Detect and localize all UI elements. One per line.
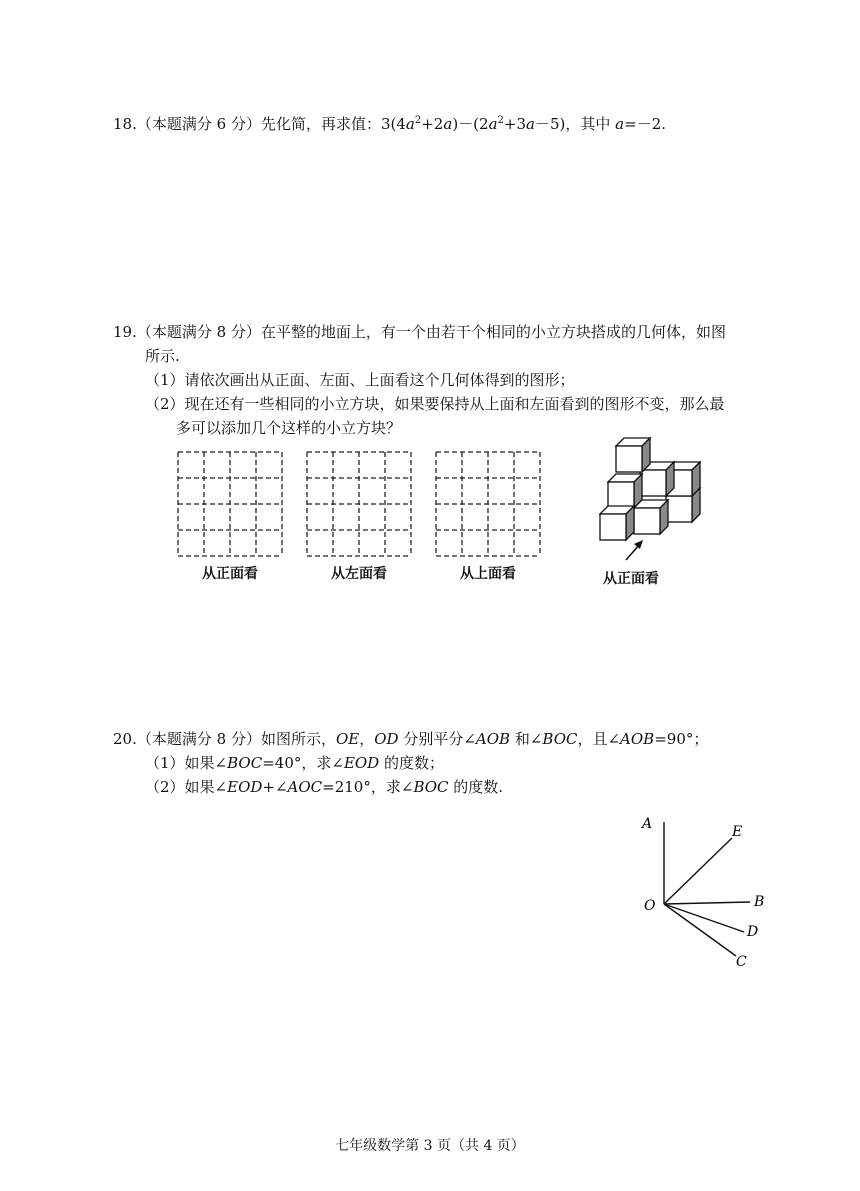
q20-line1: 20.（本题满分 8 分）如图所示，OE，OD 分别平分∠AOB 和∠BOC，且∠AOB=90°；: [113, 730, 709, 748]
point-label-D: D: [747, 924, 759, 940]
point-label-C: C: [736, 954, 747, 970]
point-label-A: A: [642, 816, 653, 832]
cube-block: [608, 474, 642, 508]
q18-condition: =－2.: [624, 115, 667, 133]
q19-part2-line1: （2）现在还有一些相同的小立方块，如果要保持从上面和左面看到的图形不变，那么最: [145, 395, 725, 413]
q20-number: 20.: [113, 730, 137, 748]
q20-prefix: （本题满分 8 分）如图所示，: [136, 730, 336, 748]
ray-OC: [664, 904, 736, 956]
point-label-E: E: [732, 824, 743, 840]
point-label-O: O: [644, 898, 656, 914]
cube-block: [600, 506, 634, 540]
cube-block: [616, 438, 650, 472]
ray-OB: [664, 902, 750, 904]
grid-left: [307, 452, 411, 556]
grid-front: [178, 452, 282, 556]
q18-prefix: （本题满分 6 分）先化简，再求值：: [136, 115, 381, 133]
ray-OE: [664, 838, 732, 904]
grid-label-front: 从正面看: [202, 566, 258, 582]
angle-figure: [636, 812, 776, 972]
q18-number: 18.: [113, 115, 137, 133]
q20-part1: （1）如果∠BOC=40°，求∠EOD 的度数；: [145, 754, 444, 772]
q19-part2-line2: 多可以添加几个这样的小立方块？: [176, 419, 402, 437]
q20-part2: （2）如果∠EOD+∠AOC=210°，求∠BOC 的度数.: [145, 778, 504, 796]
cube-block: [634, 500, 668, 534]
grid-label-top: 从上面看: [460, 566, 516, 582]
q19-part1: （1）请依次画出从正面、左面、上面看这个几何体得到的图形；: [145, 371, 575, 389]
point-label-B: B: [754, 894, 765, 910]
q19-line1: 19.（本题满分 8 分）在平整的地面上，有一个由若干个相同的小立方块搭成的几何体，如图: [113, 323, 726, 341]
grid-label-left: 从左面看: [331, 566, 387, 582]
ray-OD: [664, 904, 744, 932]
grid-top: [436, 452, 540, 556]
page-footer: 七年级数学第 3 页（共 4 页）: [335, 1138, 525, 1154]
q18-tail: ，其中: [565, 115, 611, 133]
cube-figure: [590, 430, 710, 555]
q19-line2: 所示.: [145, 347, 180, 365]
question-18: 18.（本题满分 6 分）先化简，再求值：$3(4a^2+2a)-(2a^2+3a-5)$，其中 a=－2.: [113, 115, 667, 133]
cube-label: 从正面看: [603, 571, 659, 587]
